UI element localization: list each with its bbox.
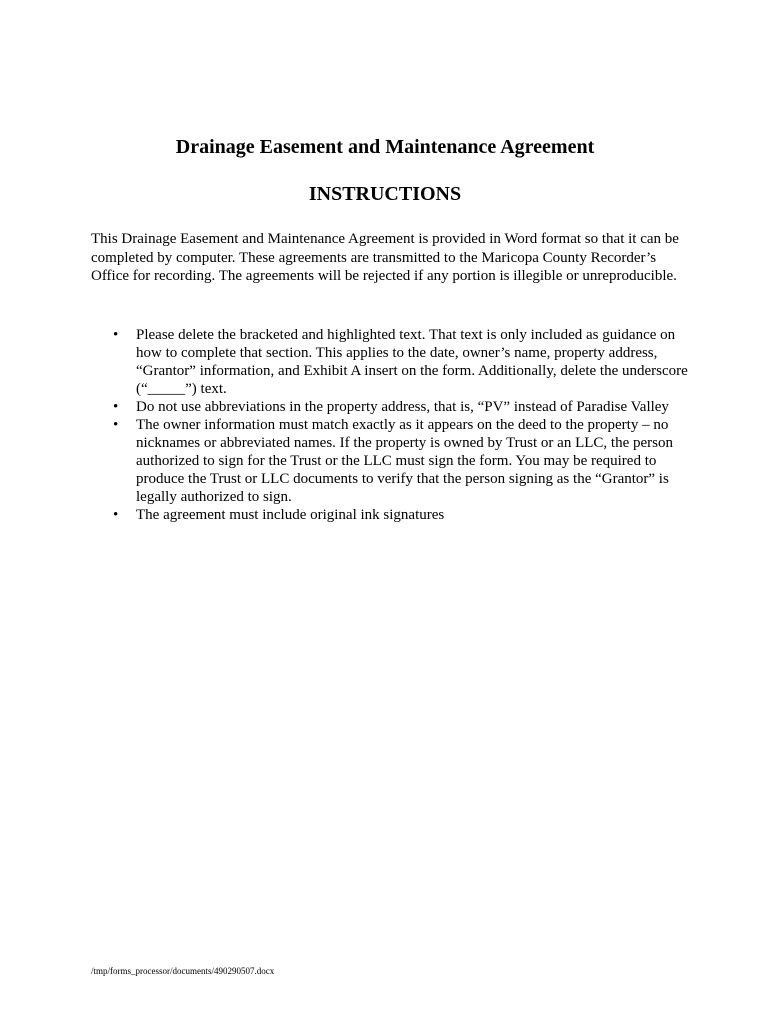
instructions-heading: INSTRUCTIONS [308, 183, 462, 205]
list-item-text: The agreement must include original ink signatures [136, 507, 445, 523]
list-item-text: Please delete the bracketed and highlighted text. That text is only included as guidance on how to complete that section. This applies to the date, owner’s name, property address, “Grantor” information, and Exhibit A insert on the form. Additionally, delete the underscore (“_____”) text. [136, 327, 688, 397]
list-item [91, 326, 691, 398]
list-item-text: The owner information must match exactly as it appears on the deed to the property – no nicknames or abbreviated names. If the property is owned by Trust or an LLC, the person authorized to sign for the Trust or the LLC must sign the form. You may be required to produce the Trust or LLC documents to verify that the person signing as the “Grantor” is legally authorized to sign. [136, 417, 673, 505]
list-item [91, 416, 691, 506]
list-item-text: Do not use abbreviations in the property address, that is, “PV” instead of Paradise Valley [136, 399, 669, 415]
file-path-footer: /tmp/forms_processor/documents/490290507.docx [91, 966, 275, 976]
instructions-list [91, 326, 691, 524]
bullet-icon: • [113, 507, 119, 523]
list-item [91, 506, 691, 524]
intro-paragraph: This Drainage Easement and Maintenance Agreement is provided in Word format so that it can be completed by computer. These agreements are transmitted to the Maricopa County Recorder’s Office for recording. The agreements will be rejected if any portion is illegible or unreproducible. [91, 231, 679, 284]
document-title: Drainage Easement and Maintenance Agreement [175, 136, 595, 158]
bullet-icon: • [113, 327, 119, 343]
bullet-icon: • [113, 399, 119, 415]
list-item [91, 398, 691, 416]
bullet-icon: • [113, 417, 119, 433]
